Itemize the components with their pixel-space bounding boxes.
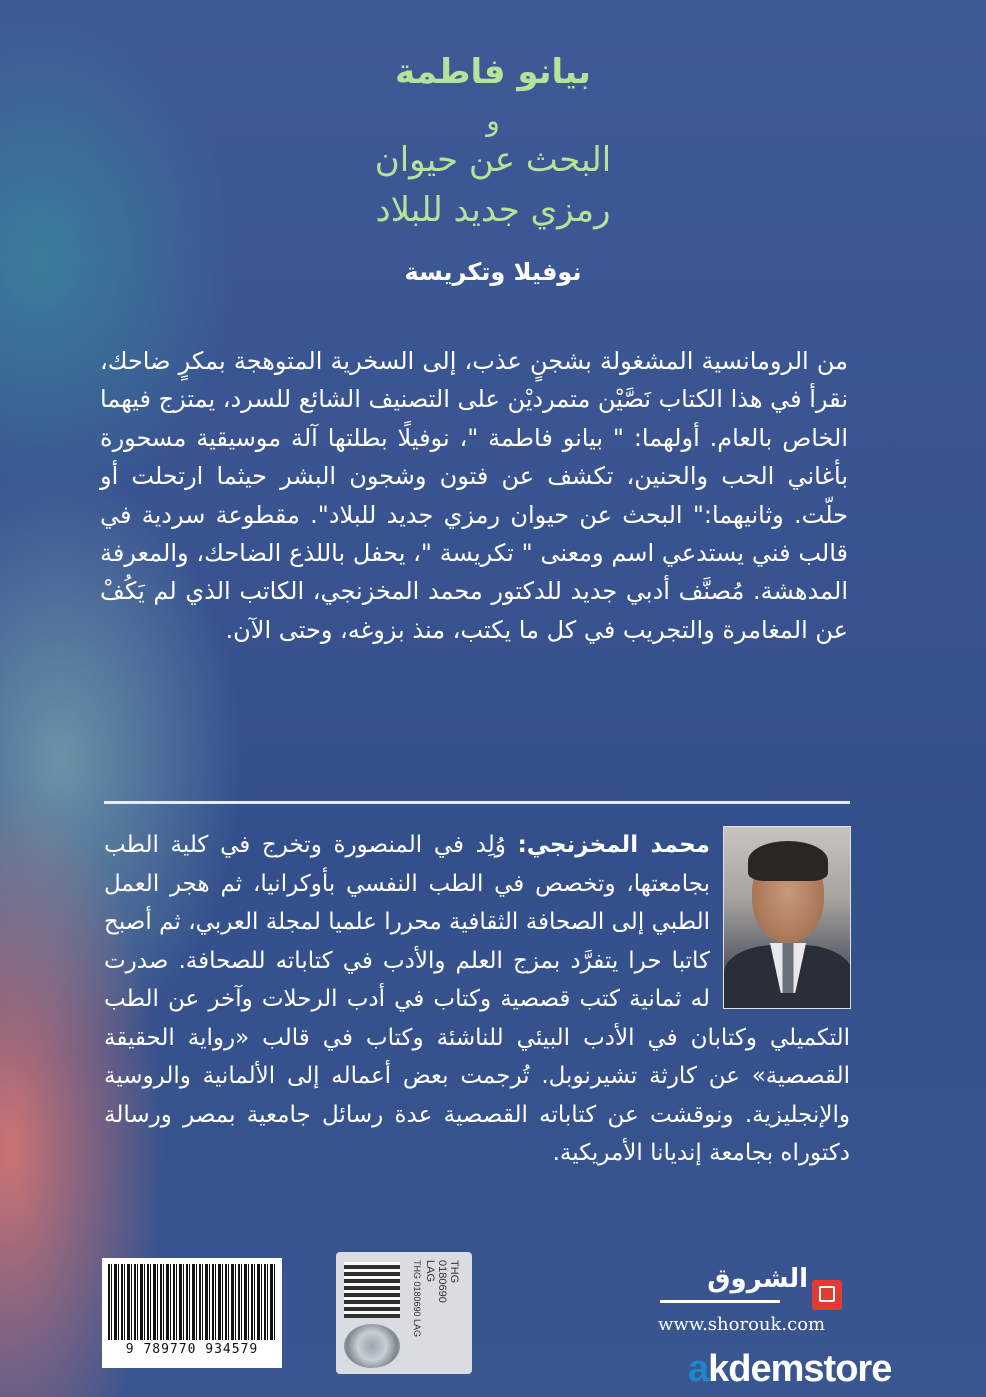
author-photo bbox=[723, 826, 851, 1009]
publisher-logo-icon bbox=[812, 1280, 842, 1310]
barcode-bars bbox=[108, 1264, 276, 1340]
isbn-barcode bbox=[102, 1258, 282, 1368]
author-photo-hair bbox=[748, 841, 828, 881]
sticker-code-line-3: LAG bbox=[424, 1260, 436, 1283]
genre-label: نوفيلا وتكريسة bbox=[404, 258, 582, 286]
section-divider bbox=[104, 801, 850, 804]
sticker-code-line-4: THG 0180690 LAG bbox=[412, 1260, 422, 1338]
store-watermark bbox=[688, 1348, 891, 1394]
price-sticker bbox=[336, 1252, 472, 1374]
sticker-code-line-2: 0180690 bbox=[436, 1260, 448, 1303]
book-blurb: من الرومانسية المشغولة بشجنٍ عذب، إلى السخرية المتوهجة بمكرٍ ضاحك، نقرأ في هذا الكتاب نَصَّيْن متمرديْن على التصنيف الشائع للسرد، يمتزج فيهما الخاص بالعام. أولهما: " بيانو فاطمة "، نوفيلًا بطلتها آلة موسيقية مسحورة بأغاني الحب والحنين، تكشف عن فتون وشجون البشر حيثما ارتحلت أو حلّت. وثانيهما:" البحث عن حيوان رمزي جديد للبلاد". مقطوعة سردية في قالب فني يستدعي اسم ومعنى " تكريسة "، يحفل باللذع الضاحك، والمعرفة المدهشة. مُصنَّف أدبي جديد للدكتور محمد المخزنجي، الكاتب الذي لم يَكُفْ عن المغامرة والتجريب في كل ما يكتب، منذ بزوغه، وحتى الآن. bbox=[100, 347, 848, 644]
watermark-rest: kdemstore bbox=[708, 1348, 892, 1390]
sticker-code-line-1: THG bbox=[448, 1260, 460, 1284]
publisher-underline bbox=[660, 1300, 780, 1303]
author-bio-text: وُلِد في المنصورة وتخرج في كلية الطب بجامعتها، وتخصص في الطب النفسي بأوكرانيا، ثم هجر العمل الطبي إلى الصحافة الثقافية محررا علميا لمجلة العربي، ثم أصبح كاتبا حرا يتفرَّد بمزج العلم والأدب في كتاباته للصحافة. صدرت له ثمانية كتب قصصية وكتاب في أدب الرحلات وآخر عن الطب التكميلي وكتابان في الأدب البيئي للناشئة وكتاب في قالب «رواية الحقيقة القصصية» عن كارثة تشيرنوبل. تُرجمت بعض أعماله إلى الألمانية والروسية والإنجليزية. ونوقشت عن كتاباته القصصية عدة رسائل جامعية بمصر ورسالة دكتوراه بجامعة إنديانا الأمريكية. bbox=[104, 832, 850, 1166]
publisher-name: الشروق bbox=[707, 1264, 808, 1294]
watermark-a: a bbox=[688, 1348, 709, 1390]
title-conjunction: و bbox=[486, 104, 500, 137]
publisher-url: www.shorouk.com bbox=[658, 1314, 826, 1335]
book-title: بيانو فاطمة bbox=[395, 52, 591, 92]
subtitle-line-2: رمزي جديد للبلاد bbox=[375, 190, 611, 230]
hologram-seal-icon bbox=[344, 1324, 400, 1368]
barcode-number: 9 789770 934579 bbox=[125, 1342, 259, 1357]
subtitle-line-1: البحث عن حيوان bbox=[374, 140, 612, 180]
qr-code-icon bbox=[344, 1262, 400, 1318]
author-name: محمد المخزنجي: bbox=[517, 832, 710, 858]
sticker-code bbox=[412, 1258, 468, 1368]
